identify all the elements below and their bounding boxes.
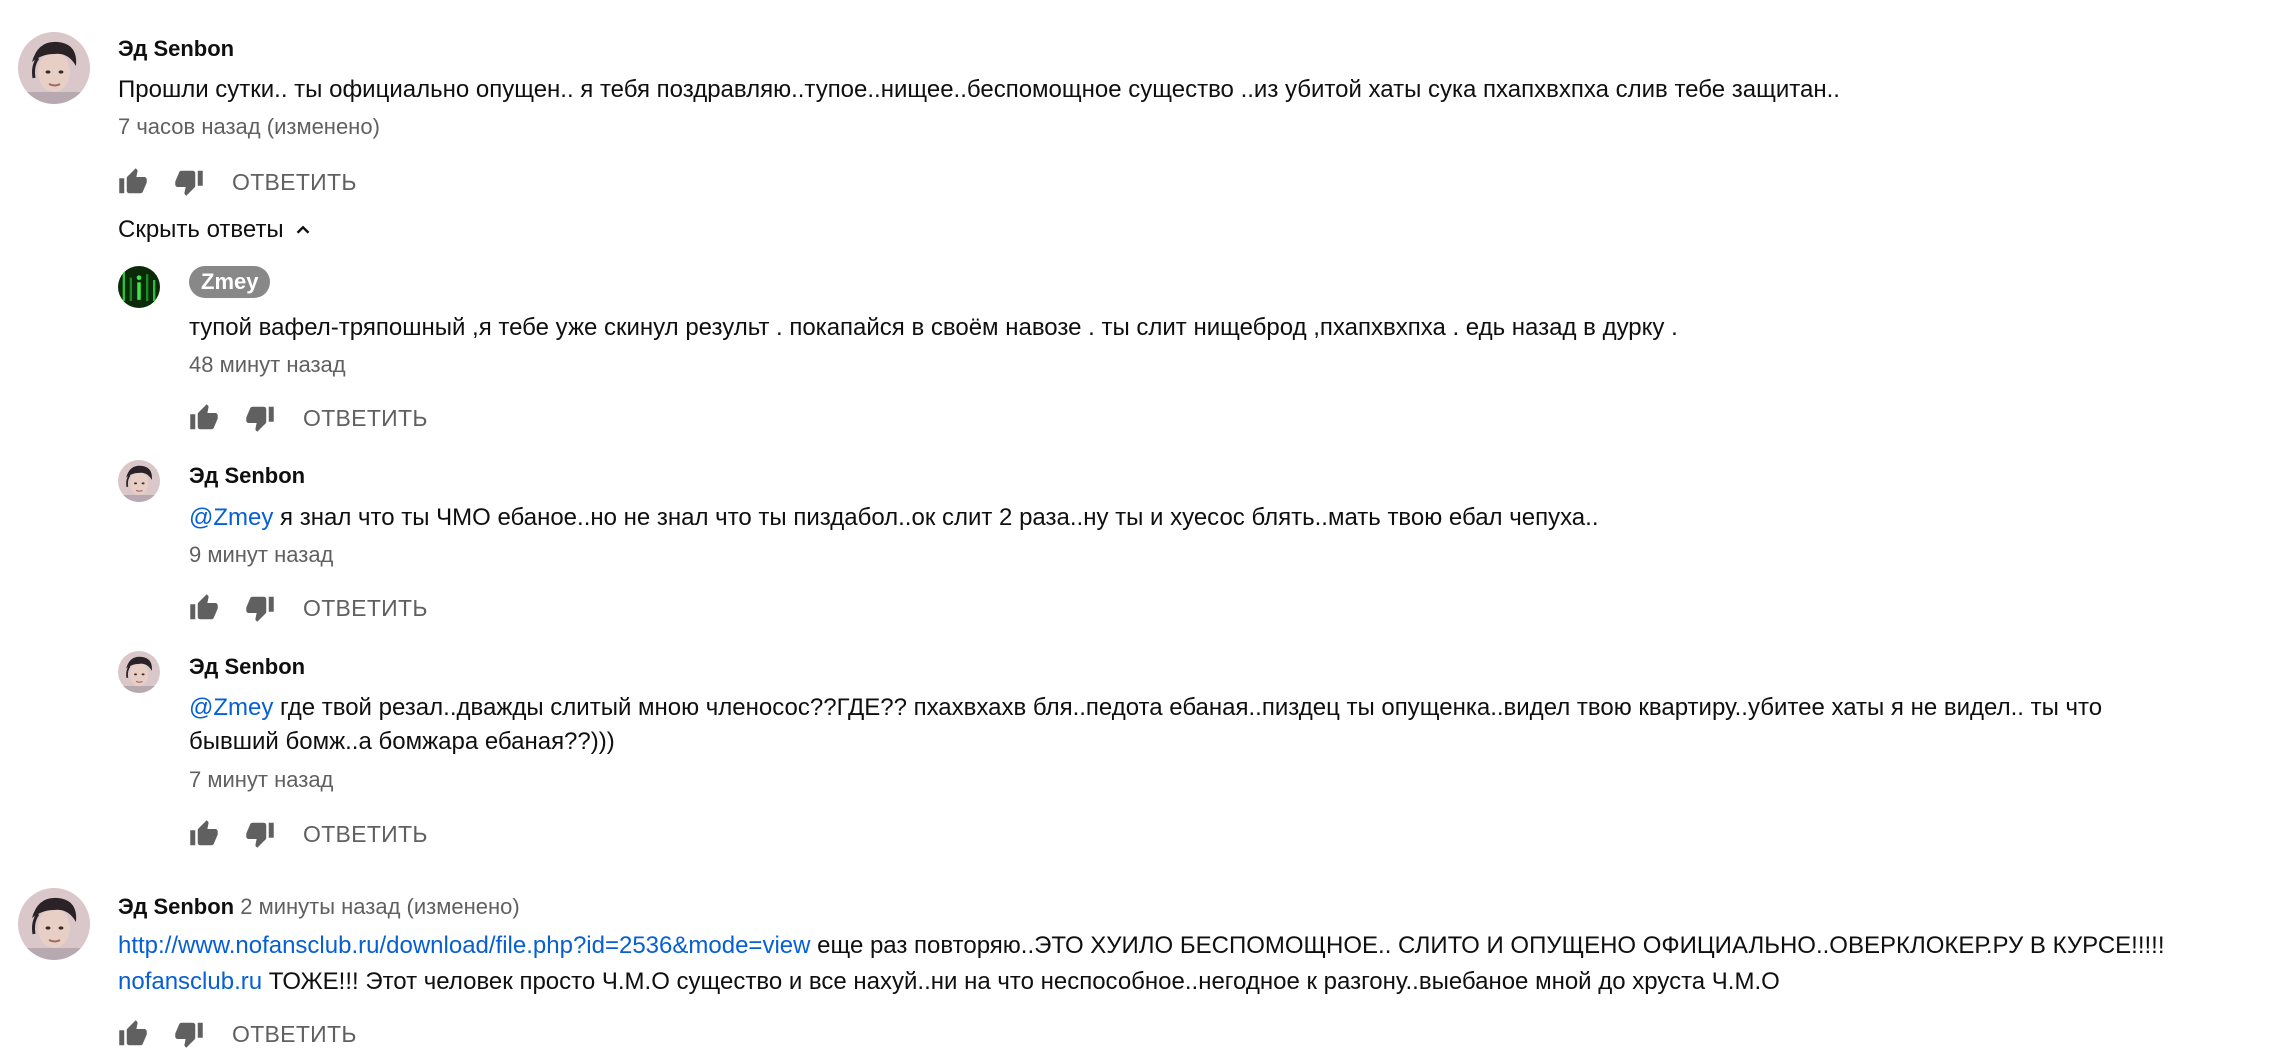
thumb-down-icon[interactable] [174,167,204,197]
comment-text: Прошли сутки.. ты официально опущен.. я тебя поздравляю..тупое..нищее..беспомощное существо ..из убитой хаты сука пхапхвхпха слив тебе защитан.. [118,76,1840,103]
external-link[interactable]: nofansclub.ru [118,968,263,995]
external-link[interactable]: http://www.nofansclub.ru/download/file.php?id=2536&mode=view [118,932,811,959]
comment-actions [189,400,428,436]
comment-actions [189,816,428,852]
comment-author-name: Эд Senbon [118,894,235,919]
comment-timestamp[interactable]: 2 минуты назад (изменено) [240,894,520,919]
hide-replies-button[interactable] [118,216,314,244]
avatar[interactable] [118,460,160,502]
avatar[interactable] [118,651,160,693]
comment-body-line1: еще раз повторяю..ЭТО ХУИЛО БЕСПОМОЩНОЕ.. СЛИТО И ОПУЩЕНО ОФИЦИАЛЬНО..ОВЕРКЛОКЕР.РУ В КУРСЕ!!!!! [810,932,2165,959]
comment-author[interactable]: Эд Senbon [118,36,235,61]
comment-author[interactable]: Эд Senbon [189,654,306,679]
comment-actions [189,590,428,626]
comment-text [189,500,1598,535]
mention-link[interactable]: @Zmey [189,504,274,531]
hide-replies-label: Скрыть ответы [118,216,284,243]
reply-button[interactable]: ОТВЕТИТЬ [303,594,428,621]
comment-author[interactable] [118,894,520,920]
comment-body-line1: где твой резал..дважды слитый мною членосос??ГДЕ?? пхахвхахв бля..педота ебаная..пиздец ты опущенка..видел твою квартиру..убитее хаты я не видел.. ты что [273,694,2103,721]
comment-timestamp[interactable]: 48 минут назад [189,352,346,377]
comment-body-line2: ТОЖЕ!!! Этот человек просто Ч.М.О существо и все нахуй..ни на что неспособное..негодное к разгону..выебаное мной до хруста Ч.М.О [262,968,1780,995]
comment-author[interactable]: Эд Senbon [189,463,306,488]
comment-timestamp[interactable]: 7 минут назад [189,767,334,792]
comment-text-line2: бывший бомж..а бомжара ебаная??))) [189,728,615,755]
comment-actions [118,1016,357,1052]
mention-link[interactable]: @Zmey [189,694,274,721]
thumb-up-icon[interactable] [189,403,219,433]
reply-button[interactable]: ОТВЕТИТЬ [232,168,357,195]
thumb-up-icon[interactable] [189,593,219,623]
thumb-down-icon[interactable] [245,819,275,849]
thumb-down-icon[interactable] [174,1019,204,1049]
thumb-down-icon[interactable] [245,403,275,433]
reply-button[interactable]: ОТВЕТИТЬ [303,404,428,431]
chevron-up-icon [292,219,314,241]
avatar-icon [18,888,90,960]
reply-button[interactable]: ОТВЕТИТЬ [303,820,428,847]
comment-text: тупой вафел-тряпошный ,я тебе уже скинул результ . покапайся в своём навозе . ты слит нищеброд ,пхапхвхпха . едь назад в дурку . [189,314,1678,341]
comment-author-badge[interactable]: Zmey [189,266,270,298]
comment-timestamp[interactable]: 7 часов назад (изменено) [118,114,380,139]
thumb-down-icon[interactable] [245,593,275,623]
avatar[interactable] [118,266,160,308]
thumb-up-icon[interactable] [189,819,219,849]
thumb-up-icon[interactable] [118,1019,148,1049]
comment-body: я знал что ты ЧМО ебаное..но не знал что ты пиздабол..ок слит 2 раза..ну ты и хуесос блять..мать твою ебал чепуха.. [273,504,1599,531]
comment-text [118,928,2165,963]
avatar-icon [118,266,160,308]
avatar-icon [18,32,90,104]
reply-button[interactable]: ОТВЕТИТЬ [232,1020,357,1047]
comment-text [189,690,2102,725]
thumb-up-icon[interactable] [118,167,148,197]
avatar-icon [118,460,160,502]
comment-text-line2 [118,964,1780,999]
avatar-icon [118,651,160,693]
comment-actions [118,164,357,200]
avatar[interactable] [18,32,90,104]
avatar[interactable] [18,888,90,960]
comment-timestamp[interactable]: 9 минут назад [189,542,334,567]
